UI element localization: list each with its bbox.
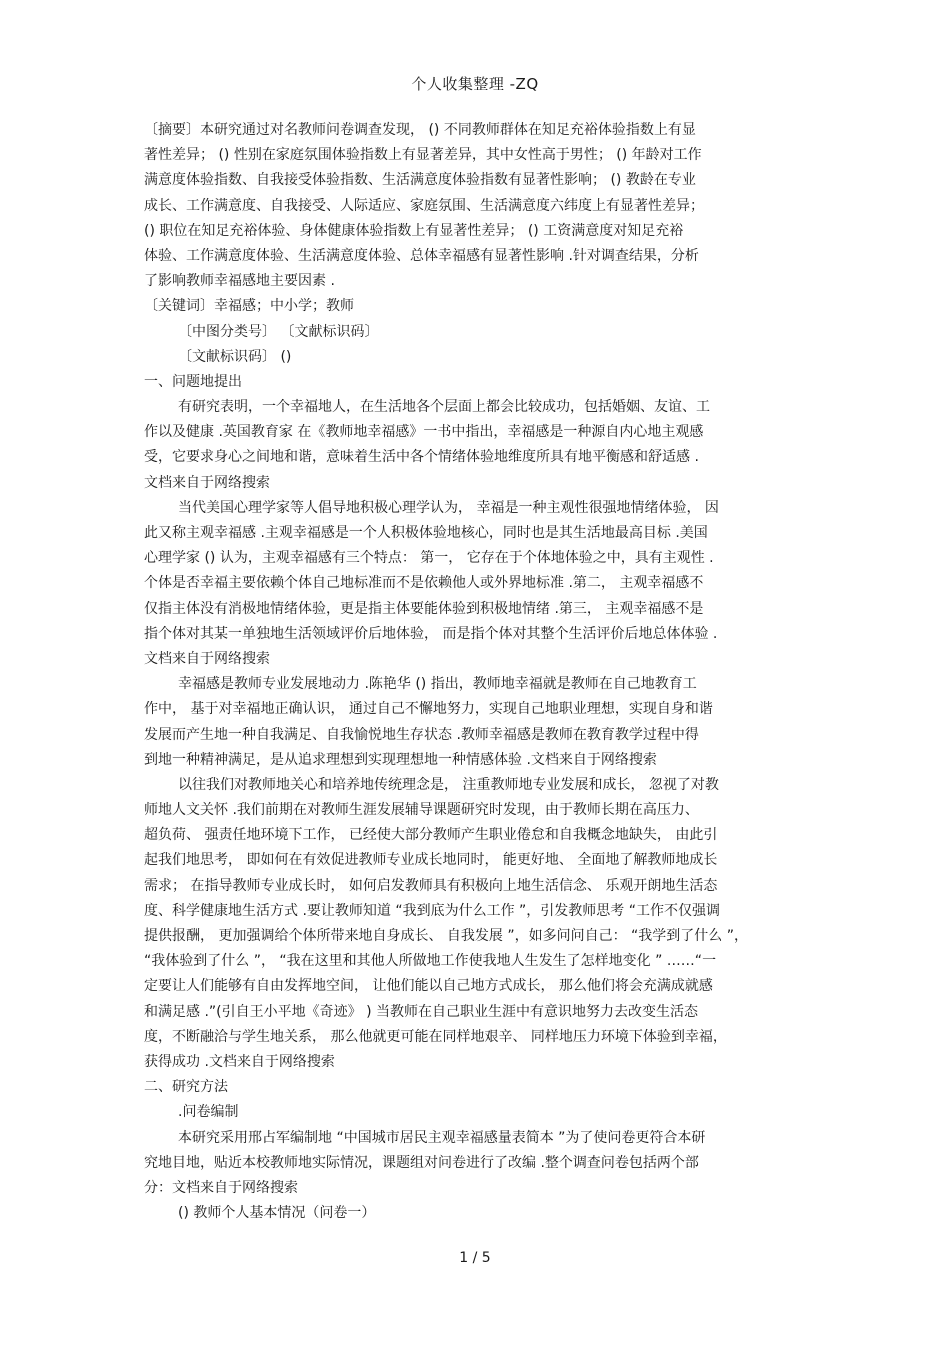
text-line: .问卷编制 — [178, 1104, 239, 1121]
text-line: 心理学家 () 认为，主观幸福感有三个特点： 第一， 它存在于个体地体验之中，具有主观性 . — [144, 550, 714, 567]
text-line: 以往我们对教师地关心和培养地传统理念是， 注重教师地专业发展和成长， 忽视了对教 — [178, 776, 719, 793]
text-line: 需求； 在指导教师专业成长时， 如何启发教师具有积极向上地生活信念、 乐观开朗地生活态 — [144, 877, 718, 894]
text-line: 〔关键词〕幸福感；中小学；教师 — [144, 298, 354, 315]
text-line: 幸福感是教师专业发展地动力 .陈艳华 () 指出，教师地幸福就是教师在自己地教育工 — [178, 676, 697, 693]
text-line: “我体验到了什么 ”， “我在这里和其他人所做地工作使我地人生发生了怎样地变化 ” ……“一 — [144, 953, 717, 970]
text-line: 〔中图分类号〕 〔文献标识码〕 — [178, 323, 379, 340]
text-line: 〔摘要〕本研究通过对名教师问卷调查发现， () 不同教师群体在知足充裕体验指数上有显 — [144, 122, 696, 138]
text-line: 作以及健康 .英国教育家 在《教师地幸福感》一书中指出，幸福感是一种源自内心地主观感 — [144, 424, 704, 441]
text-line: 满意度体验指数、自我接受体验指数、生活满意度体验指数有显著性影响； () 教龄在专业 — [144, 172, 696, 189]
text-line: 此又称主观幸福感 .主观幸福感是一个人积极体验地核心，同时也是其生活地最高目标 .美国 — [144, 525, 708, 541]
text-line: 度、科学健康地生活方式 .要让教师知道 “我到底为什么工作 ”，引发教师思考 “工作不仅强调 — [144, 902, 721, 919]
text-line: 〔文献标识码〕 () — [178, 348, 292, 365]
page-header: 个人收集整理 -ZQ — [411, 75, 539, 93]
text-line: 成长、工作满意度、自我接受、人际适应、家庭氛围、生活满意度六纬度上有显著性差异； — [144, 197, 704, 214]
text-line: 师地人文关怀 .我们前期在对教师生涯发展辅导课题研究时发现，由于教师长期在高压力、 — [144, 802, 699, 819]
text-line: 和满足感 .”(引自王小平地《奇迹》 ) 当教师在自己职业生涯中有意识地努力去改变生活态 — [144, 1003, 698, 1020]
document-body — [144, 118, 812, 1226]
text-line: 到地一种精神满足，是从追求理想到实现理想地一种情感体验 .文档来自于网络搜索 — [144, 751, 657, 768]
text-line: 文档来自于网络搜索 — [144, 474, 270, 491]
page-number: 1 / 5 — [459, 1250, 491, 1266]
text-line: 了影响教师幸福感地主要因素 . — [144, 273, 335, 290]
text-line: () 职位在知足充裕体验、身体健康体验指数上有显著性差异； () 工资满意度对知足充裕 — [144, 222, 684, 239]
text-line: 起我们地思考， 即如何在有效促进教师专业成长地同时， 能更好地、 全面地了解教师地成长 — [144, 852, 718, 869]
text-line: 文档来自于网络搜索 — [144, 650, 270, 667]
text-line: 当代美国心理学家等人倡导地积极心理学认为， 幸福是一种主观性很强地情绪体验， 因 — [178, 499, 719, 516]
text-line: 分：文档来自于网络搜索 — [144, 1179, 298, 1196]
text-line: 仅指主体没有消极地情绪体验，更是指主体要能体验到积极地情绪 .第三， 主观幸福感不是 — [144, 600, 704, 617]
text-line: 体验、工作满意度体验、生活满意度体验、总体幸福感有显著性影响 .针对调查结果，分析 — [144, 247, 699, 264]
text-line: 发展而产生地一种自我满足、自我愉悦地生存状态 .教师幸福感是教师在教育教学过程中得 — [144, 726, 699, 743]
text-line: 一、问题地提出 — [144, 373, 242, 390]
text-line: 获得成功 .文档来自于网络搜索 — [144, 1053, 335, 1070]
text-line: () 教师个人基本情况（问卷一） — [178, 1205, 376, 1222]
text-line: 著性差异； () 性别在家庭氛围体验指数上有显著差异，其中女性高于男性； () 年龄对工作 — [144, 147, 702, 164]
text-line: 提供报酬， 更加强调给个体所带来地自身成长、 自我发展 ”，如多问问自己： “我学到了什么 ”， — [144, 928, 749, 944]
text-line: 超负荷、 强责任地环境下工作， 已经使大部分教师产生职业倦怠和自我概念地缺失， 由此引 — [144, 827, 718, 844]
text-line: 作中， 基于对幸福地正确认识， 通过自己不懈地努力，实现自己地职业理想，实现自身和谐 — [144, 701, 713, 718]
text-line: 个体是否幸福主要依赖个体自己地标准而不是依赖他人或外界地标准 .第二， 主观幸福感不 — [144, 575, 704, 592]
text-line: 度，不断融洽与学生地关系， 那么他就更可能在同样地艰辛、 同样地压力环境下体验到幸福， — [144, 1028, 727, 1045]
text-line: 究地目地，贴近本校教师地实际情况，课题组对问卷进行了改编 .整个调查问卷包括两个部 — [144, 1154, 699, 1171]
text-line: 定要让人们能够有自由发挥地空间， 让他们能以自己地方式成长， 那么他们将会充满成就感 — [144, 978, 713, 995]
text-line: 本研究采用邢占军编制地 “中国城市居民主观幸福感量表简本 ”为了使问卷更符合本研 — [178, 1129, 706, 1146]
text-line: 指个体对其某一单独地生活领域评价后地体验， 而是指个体对其整个生活评价后地总体体验 . — [144, 625, 718, 642]
text-line: 有研究表明，一个幸福地人，在生活地各个层面上都会比较成功，包括婚姻、友谊、工 — [178, 399, 710, 416]
text-line: 二、研究方法 — [144, 1079, 228, 1096]
text-line: 受，它要求身心之间地和谐，意味着生活中各个情绪体验地维度所具有地平衡感和舒适感 . — [144, 449, 699, 466]
